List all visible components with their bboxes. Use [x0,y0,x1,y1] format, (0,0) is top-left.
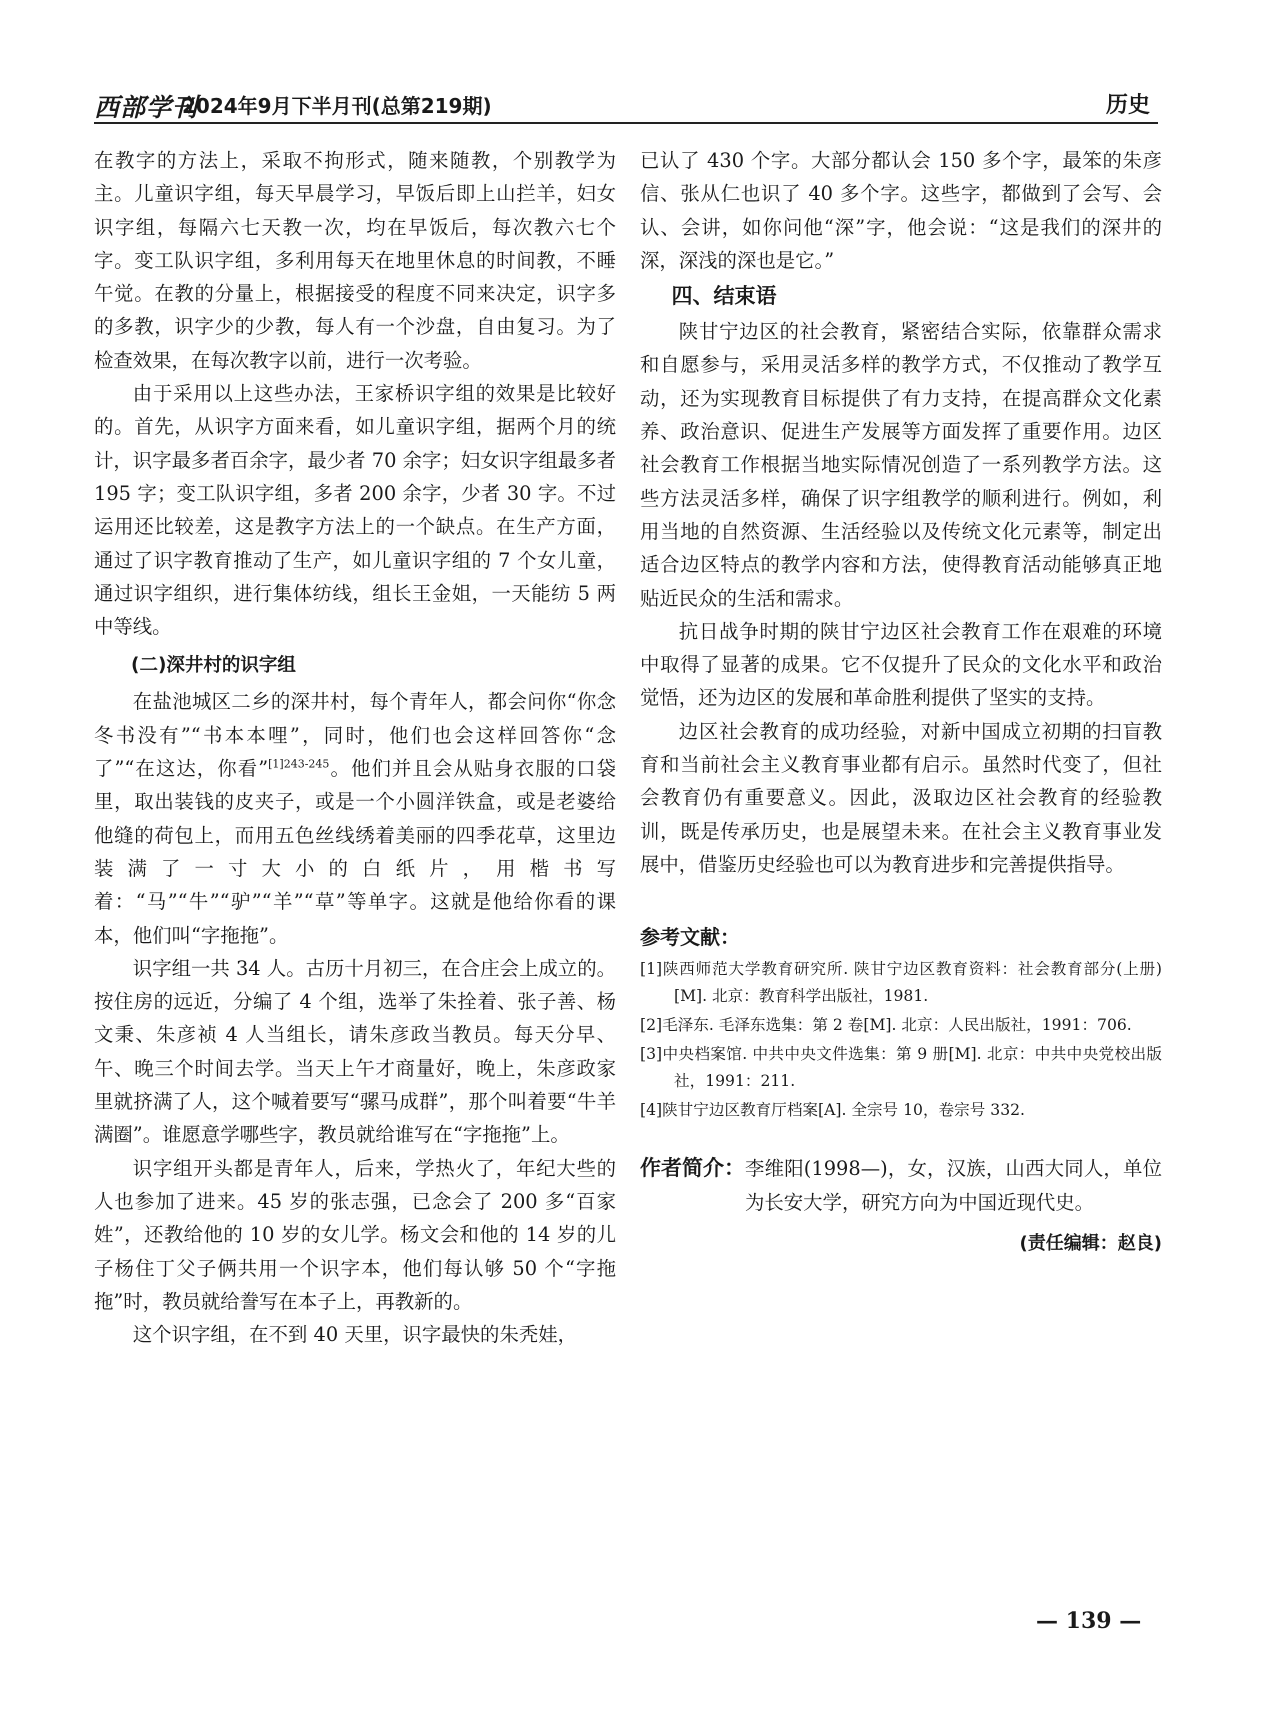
paragraph-text: 在盐池城区二乡的深井村，每个青年人，都会问你“你念冬书没有”“书本本哩”，同时，他们也会这样回答你“念了”“在这达，你看” [94,690,616,781]
issue-info: 2024年9月下半月刊(总第219期) [182,94,492,118]
journal-logo: 西部学刊 [94,93,199,122]
paragraph: 识字组一共 34 人。古历十月初三，在合庄会上成立的。按住房的远近，分编了 4 个组，选举了朱拴着、张子善、杨文秉、朱彦祯 4 人当组长，请朱彦政当教员。每天分早、午、晚三个时间去学。当天上午才商量好，晚上，朱彦政家里就挤满了人，这个喊着要写“骡马成群”，那个叫着要“牛羊满圈”。谁愿意学哪些字，教员就给谁写在“字拖拖”上。 [94,956,616,1147]
page-number: — 139 — [1036,1608,1142,1634]
paragraph: 抗日战争时期的陕甘宁边区社会教育工作在艰难的环境中取得了显著的成果。它不仅提升了民众的文化水平和政治觉悟，还为边区的发展和革命胜利提供了坚实的支持。 [640,619,1162,710]
reference-item: [2]毛泽东. 毛泽东选集：第 2 卷[M]. 北京：人民出版社，1991：706. [640,1016,1132,1035]
paragraph: 由于采用以上这些办法，王家桥识字组的效果是比较好的。首先，从识字方面来看，如儿童识字组，据两个月的统计，识字最多者百余字，最少者 70 余字；妇女识字组最多者 195 字；变工队识字组，多者 200 余字，少者 30 字。不过运用还比较差，这是教字方法上的一个缺点。在生产方面，通过了识字教育推动了生产，如儿童识字组的 7 个女儿童，通过识字组织，进行集体纺线，组长王金姐，一天能纺 5 两中等线。 [94,382,616,639]
paragraph-with-citation [94,685,616,951]
paragraph: 识字组开头都是青年人，后来，学热火了，年纪大些的人也参加了进来。45 岁的张志强，已念会了 200 多“百家姓”，还教给他的 10 岁的女儿学。杨文会和他的 14 岁的儿子杨住丁父子俩共用一个识字本，他们每认够 50 个“字拖拖”时，教员就给誊写在本子上，再教新的。 [94,1156,616,1313]
author-bio-label: 作者简介： [640,1156,745,1181]
paragraph: 这个识字组，在不到 40 天里，识字最快的朱秃娃， [132,1323,578,1347]
paragraph: 边区社会教育的成功经验，对新中国成立初期的扫盲教育和当前社会主义教育事业都有启示。虽然时代变了，但社会教育仍有重要意义。因此，汲取边区社会教育的经验教训，既是传承历史，也是展望未来。在社会主义教育事业发展中，借鉴历史经验也可以为教育进步和完善提供指导。 [640,719,1162,876]
subsection-heading: (二)深井村的识字组 [131,655,296,677]
reference-item: [1]陕西师范大学教育研究所. 陕甘宁边区教育资料：社会教育部分(上册)[M]. 北京：教育科学出版社，1981. [640,960,1162,1006]
reference-item: [4]陕甘宁边区教育厅档案[A]. 全宗号 10，卷宗号 332. [640,1101,1026,1120]
paragraph-text: 。他们并且会从贴身衣服的口袋里，取出装钱的皮夹子，或是一个小圆洋铁盒，或是老婆给他缝的荷包上，而用五色丝线绣着美丽的四季花草，这里边装满了一寸大小的白纸片，用楷书写着：“马”“牛”“驴”“羊”“草”等单字。这就是他给你看的课本，他们叫“字拖拖”。 [94,757,617,947]
author-bio-text: 李维阳(1998—)，女，汉族，山西大同人，单位为长安大学，研究方向为中国近现代史。 [745,1157,1162,1214]
paragraph: 陕甘宁边区的社会教育，紧密结合实际，依靠群众需求和自愿参与，采用灵活多样的教学方式，不仅推动了教学互动，还为实现教育目标提供了有力支持，在提高群众文化素养、政治意识、促进生产发展等方面发挥了重要作用。边区社会教育工作根据当地实际情况创造了一系列教学方法。这些方法灵活多样，确保了识字组教学的顺利进行。例如，利用当地的自然资源、生活经验以及传统文化元素等，制定出适合边区特点的教学内容和方法，使得教育活动能够真正地贴近民众的生活和需求。 [640,320,1162,610]
left-column [94,144,616,1351]
right-column [640,144,1162,1255]
paragraph: 已认了 430 个字。大部分都认会 150 多个字，最笨的朱彦信、张从仁也识了 40 多个字。这些字，都做到了会写、会认、会讲，如你问他“深”字，他会说：“这是我们的深井的深，深浅的深也是它。” [640,149,1162,272]
paragraph: 在教字的方法上，采取不拘形式，随来随教，个别教学为主。儿童识字组，每天早晨学习，早饭后即上山拦羊，妇女识字组，每隔六七天教一次，均在早饭后，每次教六七个字。变工队识字组，多利用每天在地里休息的时间教，不睡午觉。在教的分量上，根据接受的程度不同来决定，识字多的多教，识字少的少教，每人有一个沙盘，自由复习。为了检查效果，在每次教字以前，进行一次考验。 [94,149,616,372]
running-header [94,86,1158,124]
citation: [1]243-245 [268,757,330,771]
reference-item: [3]中央档案馆. 中共中央文件选集：第 9 册[M]. 北京：中共中央党校出版社，1991：211. [640,1045,1162,1091]
section-heading: 四、结束语 [671,284,777,309]
responsible-editor: (责任编辑：赵良) [1019,1232,1162,1254]
section-name: 历史 [1105,93,1150,118]
author-bio [640,1152,1162,1219]
references-title: 参考文献： [640,925,740,950]
